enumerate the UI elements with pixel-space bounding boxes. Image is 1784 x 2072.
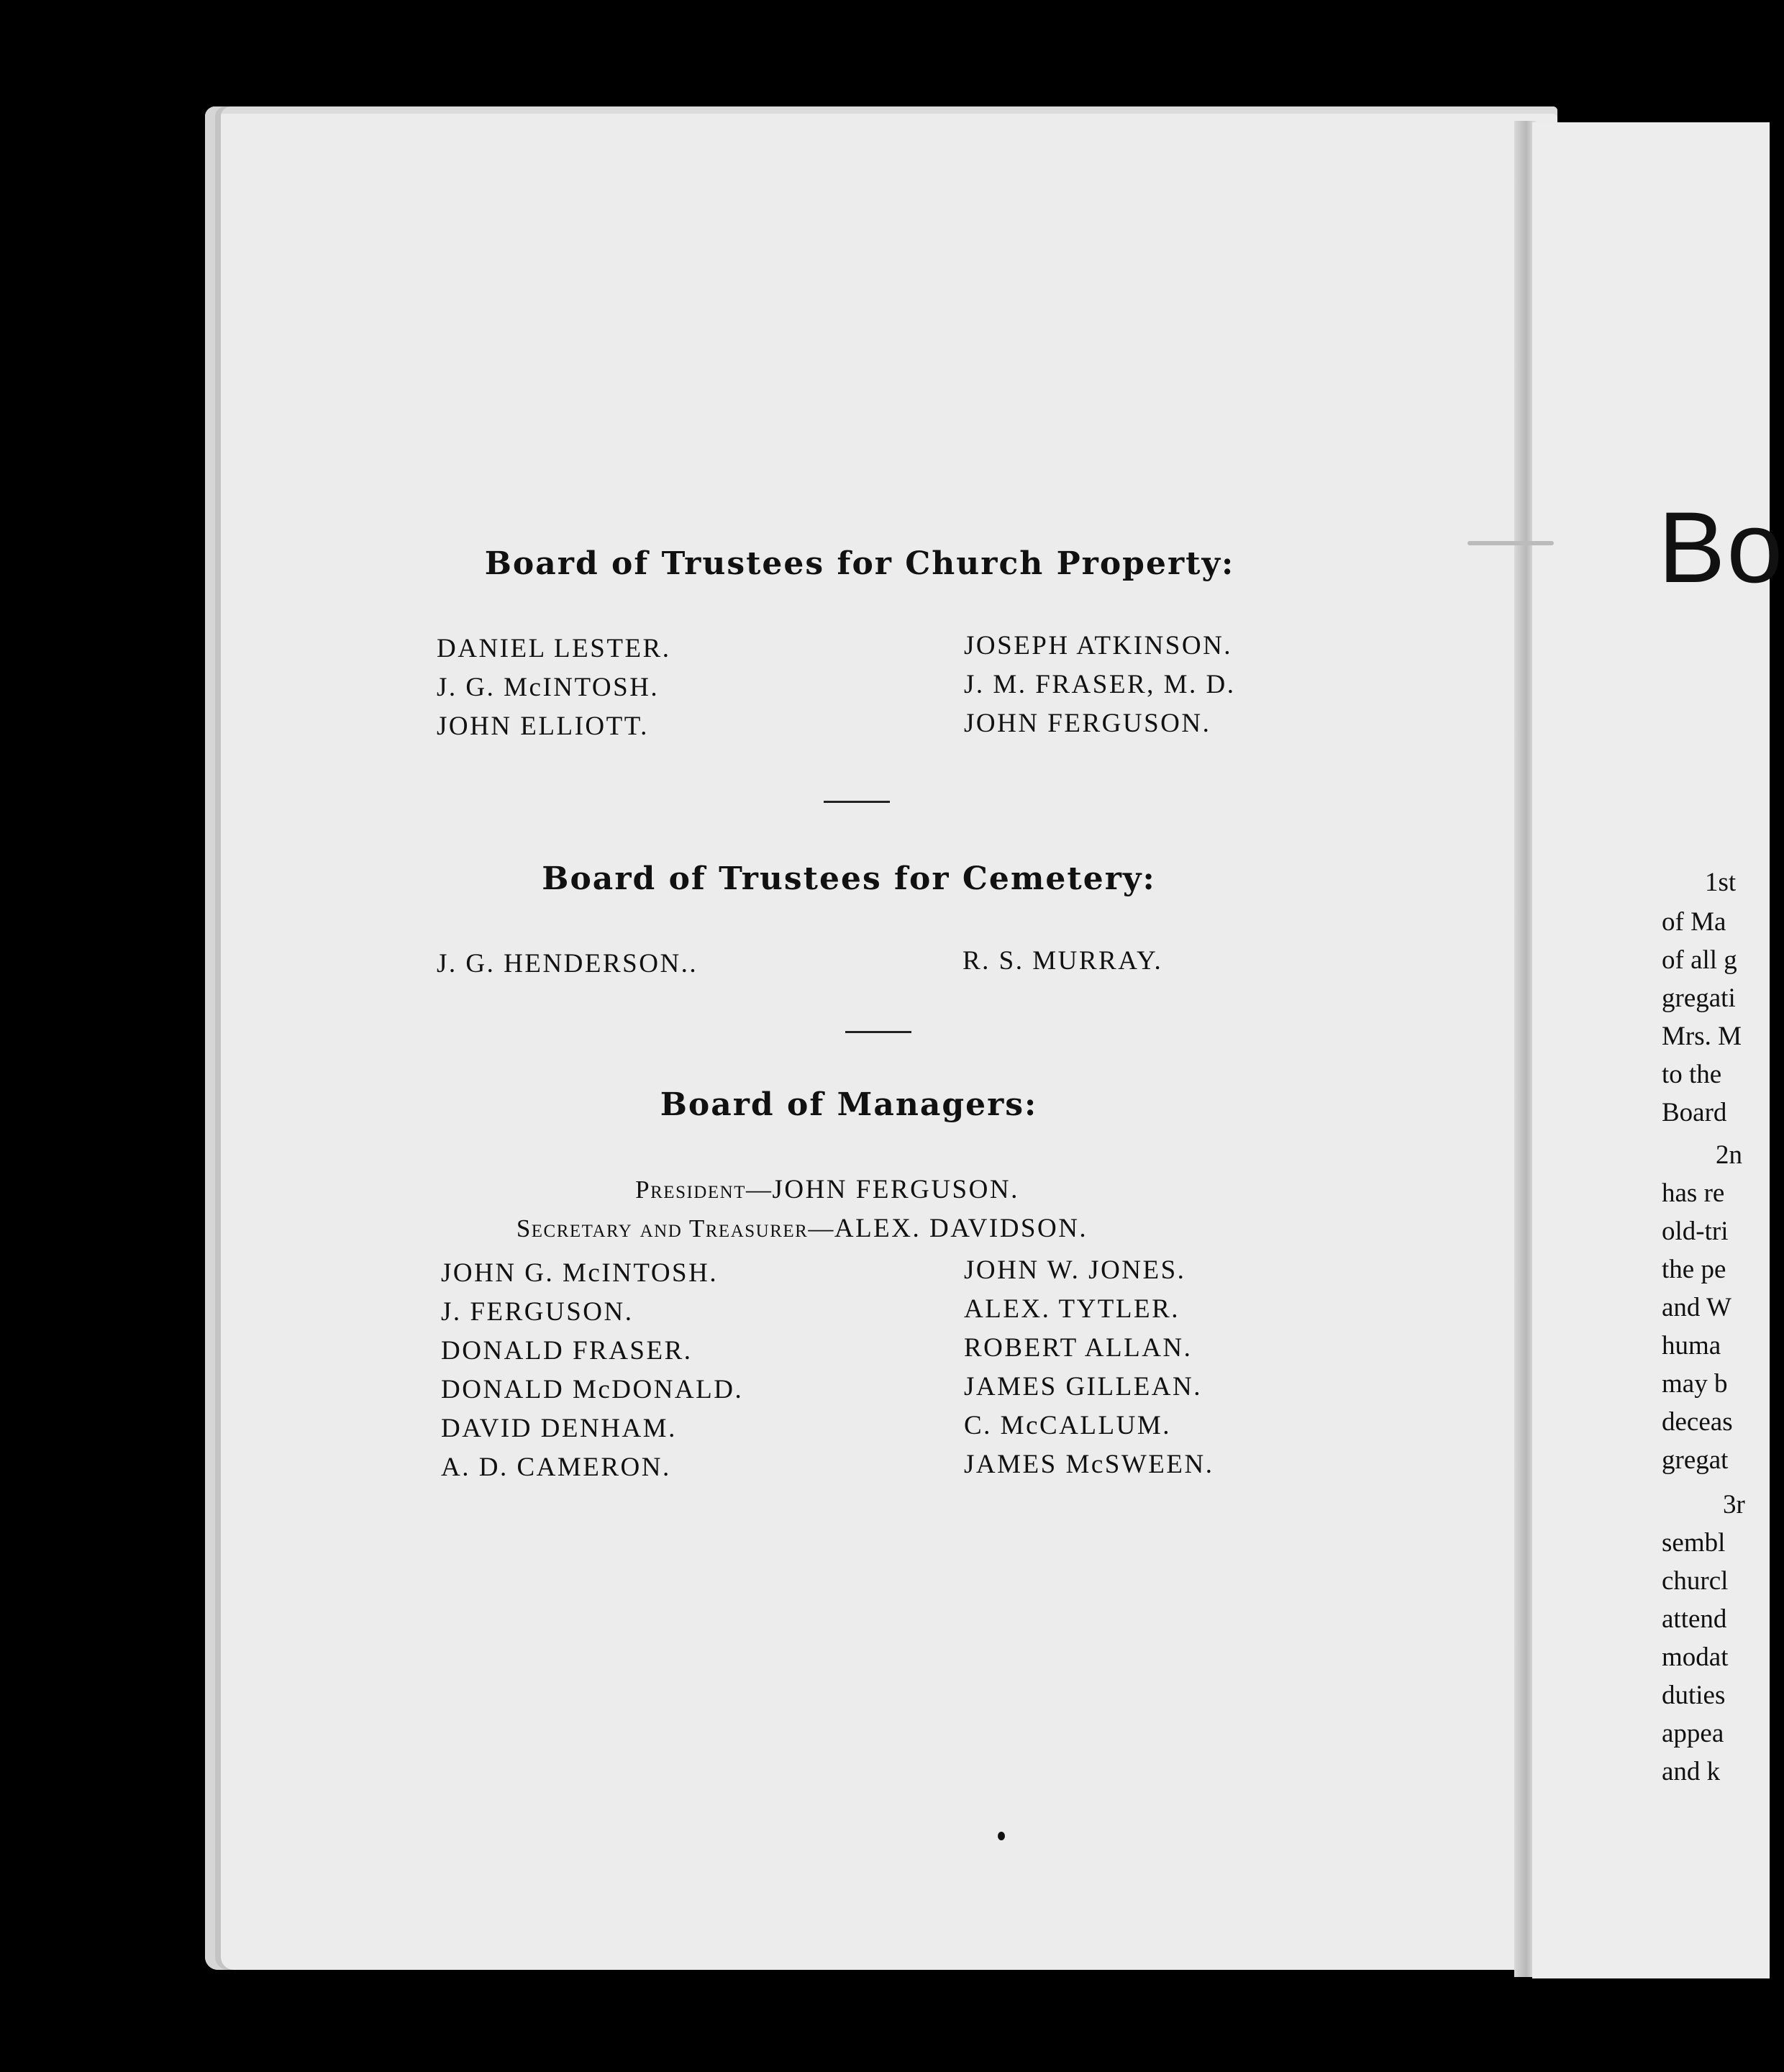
managers-heading: Board of Managers: <box>660 1086 1038 1123</box>
manager-left-2: J. FERGUSON. <box>441 1297 634 1327</box>
facing-page-line: of Ma <box>1662 907 1726 937</box>
church-trustee-right-2: J. M. FRASER, M. D. <box>964 670 1236 699</box>
cemetery-trustees-heading: Board of Trustees for Cemetery: <box>542 860 1156 897</box>
church-trustee-right-1: JOSEPH ATKINSON. <box>964 631 1233 660</box>
cemetery-trustee-left: J. G. HENDERSON.. <box>437 949 698 978</box>
secretary-line <box>126 1213 1478 1244</box>
church-trustee-right-3: JOHN FERGUSON. <box>964 709 1211 738</box>
facing-page-line: 3r <box>1723 1490 1745 1519</box>
facing-page-line: churcl <box>1662 1566 1729 1596</box>
section-divider-1 <box>824 801 890 803</box>
facing-page-line: has re <box>1662 1178 1725 1208</box>
facing-page-line: duties <box>1662 1681 1726 1710</box>
facing-page-line: the pe <box>1662 1255 1726 1284</box>
facing-page-line: of all g <box>1662 945 1737 975</box>
secretary-label: Secretary and Treasurer— <box>516 1214 834 1242</box>
manager-right-4: JAMES GILLEAN. <box>964 1372 1202 1401</box>
facing-page-line: 2n <box>1716 1140 1742 1170</box>
facing-page-line: to the <box>1662 1060 1722 1089</box>
church-trustee-left-3: JOHN ELLIOTT. <box>437 712 649 741</box>
manager-left-5: DAVID DENHAM. <box>441 1414 677 1443</box>
church-trustee-left-2: J. G. McINTOSH. <box>437 673 660 702</box>
president-label: President— <box>635 1176 773 1204</box>
church-trustee-left-1: DANIEL LESTER. <box>437 634 671 663</box>
manager-right-6: JAMES McSWEEN. <box>964 1450 1214 1479</box>
facing-page-heading-fragment: Bo <box>1658 491 1784 604</box>
facing-page-line: attend <box>1662 1604 1727 1634</box>
facing-page-line: deceas <box>1662 1407 1733 1437</box>
manager-right-2: ALEX. TYTLER. <box>964 1294 1180 1324</box>
facing-page-line: huma <box>1662 1331 1721 1360</box>
margin-smudge <box>1467 541 1554 545</box>
secretary-name: ALEX. DAVIDSON. <box>834 1214 1088 1243</box>
president-name: JOHN FERGUSON. <box>772 1175 1019 1204</box>
facing-page-line: Mrs. M <box>1662 1022 1742 1051</box>
manager-left-6: A. D. CAMERON. <box>441 1453 671 1482</box>
facing-page-line: gregati <box>1662 983 1736 1013</box>
manager-right-1: JOHN W. JONES. <box>964 1255 1186 1285</box>
facing-page-line: 1st <box>1705 868 1737 897</box>
ink-speck <box>998 1832 1005 1840</box>
facing-page-line: may b <box>1662 1369 1728 1399</box>
section-divider-2 <box>845 1031 911 1033</box>
facing-page-line: sembl <box>1662 1528 1726 1558</box>
manager-right-5: C. McCALLUM. <box>964 1411 1171 1440</box>
facing-page-line: old-tri <box>1662 1217 1729 1246</box>
manager-left-4: DONALD McDONALD. <box>441 1375 744 1404</box>
facing-page-line: gregat <box>1662 1445 1729 1475</box>
manager-left-3: DONALD FRASER. <box>441 1336 693 1366</box>
manager-right-3: ROBERT ALLAN. <box>964 1333 1193 1363</box>
facing-page-line: and W <box>1662 1293 1731 1322</box>
cemetery-trustee-right: R. S. MURRAY. <box>962 946 1163 976</box>
facing-page-line: modat <box>1662 1642 1729 1672</box>
manager-left-1: JOHN G. McINTOSH. <box>441 1258 719 1288</box>
left-page <box>205 106 1557 1970</box>
president-line <box>151 1174 1503 1205</box>
church-trustees-heading: Board of Trustees for Church Property: <box>484 545 1235 582</box>
facing-page-line: appea <box>1662 1719 1724 1748</box>
facing-page-line: and k <box>1662 1757 1721 1786</box>
facing-page-line: Board <box>1662 1098 1727 1127</box>
